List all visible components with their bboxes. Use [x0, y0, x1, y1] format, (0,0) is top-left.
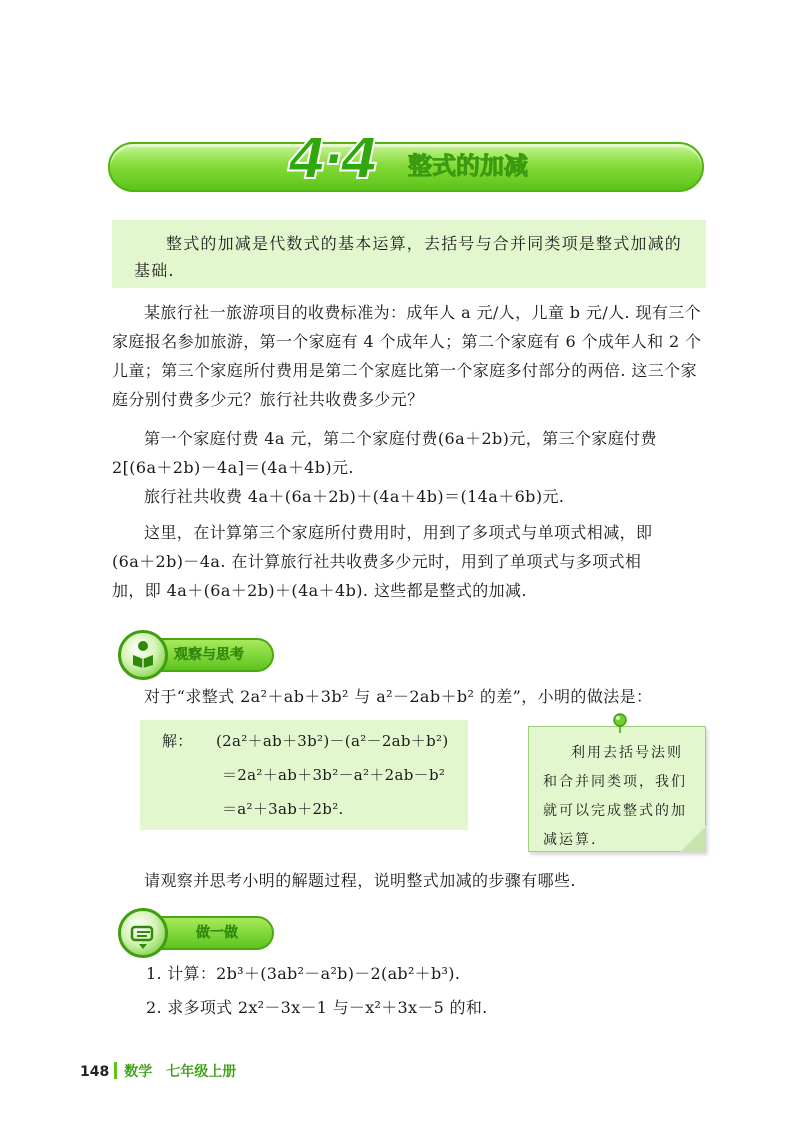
section-title: 整式的加减 — [408, 152, 528, 180]
footer-divider — [114, 1062, 117, 1079]
observe-question: 请观察并思考小明的解题过程，说明整式加减的步骤有哪些. — [144, 871, 576, 890]
answer-line-1: 第一个家庭付费 4a 元，第二个家庭付费(6a＋2b)元，第三个家庭付费 — [144, 429, 657, 448]
note-fold-corner — [680, 826, 706, 852]
practice-label: 做一做 — [196, 925, 238, 941]
solution-step-1: (2a²＋ab＋3b²)－(a²－2ab＋b²) — [216, 732, 449, 750]
hand-icon — [118, 908, 168, 958]
section-number: 4·4 — [288, 127, 376, 192]
intro-box — [112, 220, 706, 288]
observe-label: 观察与思考 — [174, 647, 244, 663]
explain-line-3: 加，即 4a＋(6a＋2b)＋(4a＋4b). 这些都是整式的加减. — [112, 581, 527, 600]
observe-question-block — [112, 866, 712, 895]
practice-item-1: 1. 计算：2b³＋(3ab²－a²b)－2(ab²＋b³). — [146, 964, 461, 983]
pushpin-icon — [610, 712, 630, 734]
reader-icon — [118, 630, 168, 680]
explain-line-2: (6a＋2b)－4a. 在计算旅行社共收费多少元时，用到了单项式与多项式相 — [112, 552, 642, 571]
footer-subject: 数学 — [124, 1064, 153, 1080]
answer-line-1-cont: 2[(6a＋2b)－4a]＝(4a＋4b)元. — [112, 458, 354, 477]
problem-block — [112, 298, 712, 414]
section-banner — [108, 142, 704, 192]
practice-item-2: 2. 求多项式 2x²－3x－1 与－x²＋3x－5 的和. — [146, 998, 488, 1017]
problem-text: 某旅行社一旅游项目的收费标准为：成年人 a 元/人，儿童 b 元/人. 现有三个家庭报名参加旅游，第一个家庭有 4 个成年人；第二个家庭有 6 个成年人和 2 个儿童；第三个家庭所付费用是第二个家庭比第一个家庭多付部分的两倍. 这三个家庭分别付费多少元？旅行社共收费多少元？ — [112, 303, 702, 409]
page-number: 148 — [80, 1064, 110, 1080]
solution-step-3: ＝a²＋3ab＋2b². — [222, 800, 344, 818]
footer-grade: 七年级上册 — [166, 1064, 237, 1080]
observe-prompt-block — [112, 682, 712, 711]
solution-label: 解： — [162, 732, 193, 750]
explain-line-1: 这里，在计算第三个家庭所付费用时，用到了多项式与单项式相减，即 — [144, 523, 653, 542]
answer-block — [112, 424, 712, 511]
tip-note-text: 利用去括号法则和合并同类项，我们就可以完成整式的加减运算. — [543, 745, 687, 848]
intro-text: 整式的加减是代数式的基本运算，去括号与合并同类项是整式加减的基础. — [134, 234, 683, 280]
explain-block — [112, 518, 712, 605]
page-footer — [80, 1062, 236, 1079]
observe-prompt: 对于“求整式 2a²＋ab＋3b² 与 a²－2ab＋b² 的差”，小明的做法是： — [144, 687, 653, 706]
solution-step-2: ＝2a²＋ab＋3b²－a²＋2ab－b² — [222, 766, 446, 784]
answer-line-2: 旅行社共收费 4a＋(6a＋2b)＋(4a＋4b)＝(14a＋6b)元. — [144, 487, 565, 506]
